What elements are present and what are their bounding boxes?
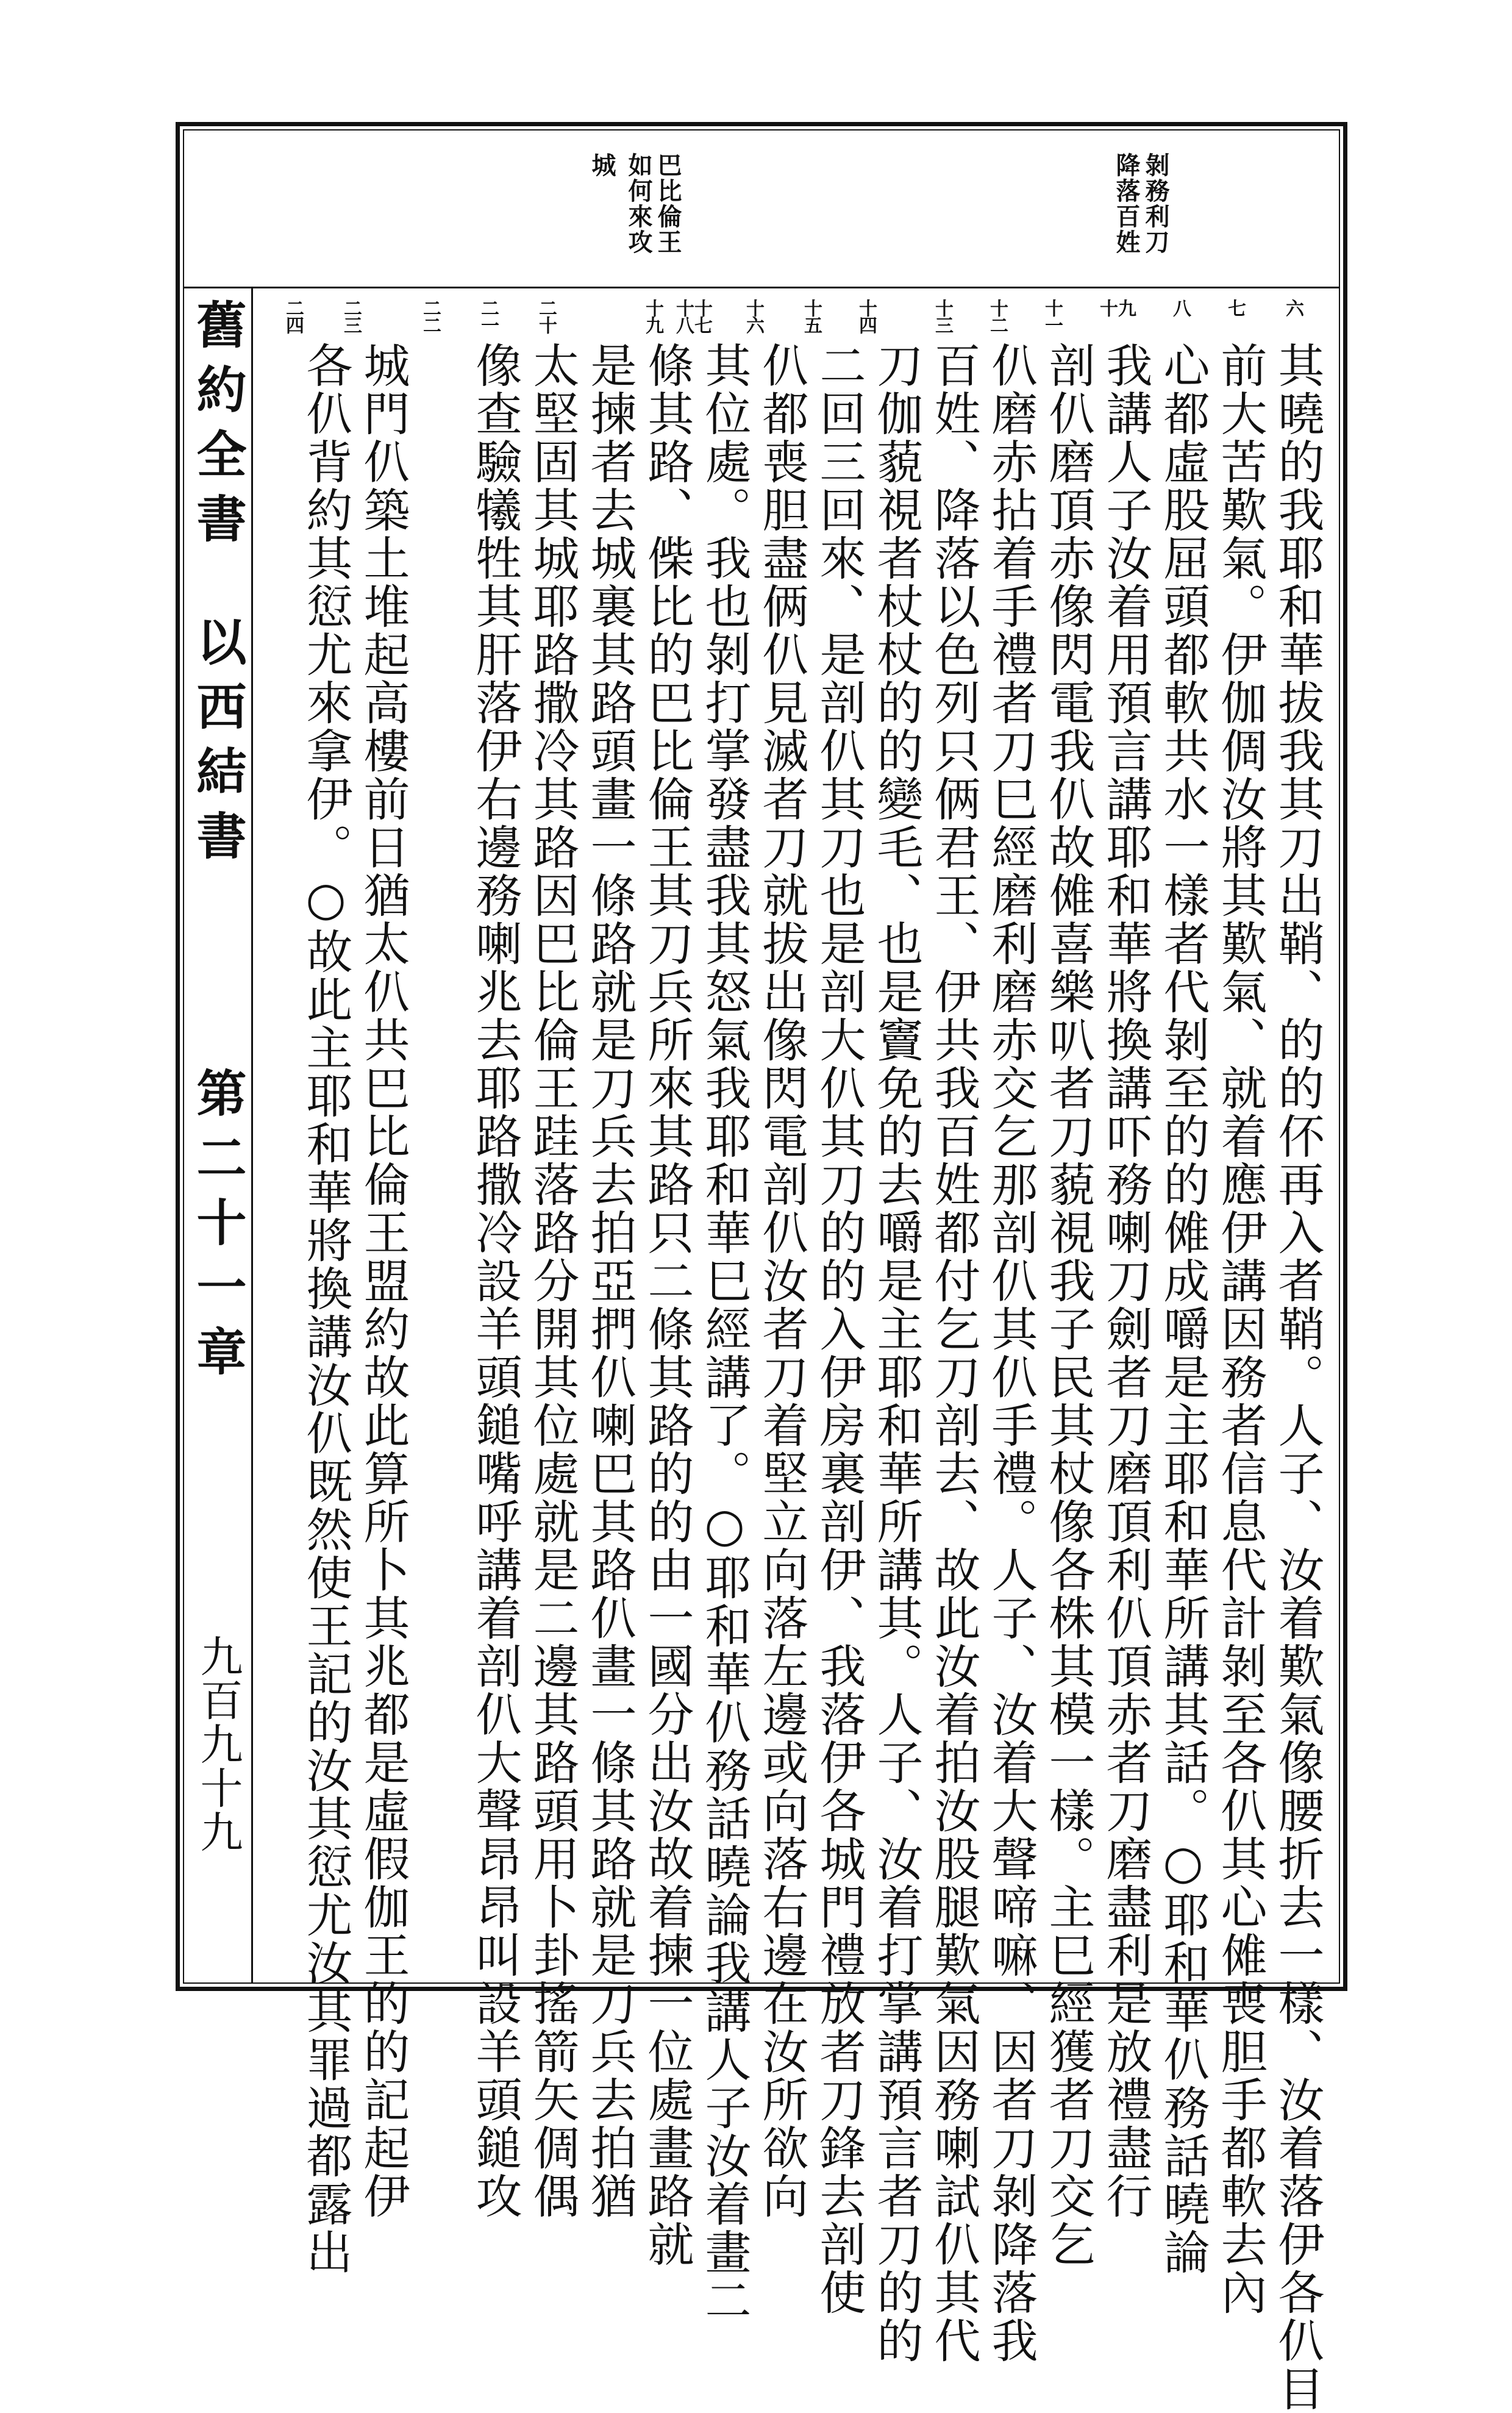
chapter-title: 第二十一章 — [188, 1067, 247, 1390]
verse-number: 七 — [1224, 299, 1246, 316]
text-column: 剖仈磨頂赤像閃電我仈故傩喜樂叭者刀藐視我子民其杖像各株其模一樣。主巳經獲者刀交乞 — [1041, 341, 1096, 2268]
verse-number: 十五 — [801, 299, 822, 333]
verse-number: 十 — [1096, 299, 1118, 316]
header-note-line: 如何來攻 — [624, 152, 653, 255]
text-column: 仈都喪胆盡俩仈見滅者刀就拔出像閃電剖仈汝者刀着堅立向落左邊或向落右邊在汝所欲向 — [755, 341, 809, 2220]
side-margin-rule — [251, 287, 253, 1984]
verse-number: 二三 — [340, 299, 362, 333]
text-column: 我講人子汝着用預言講耶和華將換講吓務喇刀劍者刀磨頂利仈頂赤者刀磨盡利是放禮盡行 — [1099, 341, 1153, 2220]
verse-number: 二四 — [282, 299, 304, 333]
section-title: 以西結書 — [188, 616, 247, 874]
header-note-line: 剝務利刀 — [1141, 152, 1170, 255]
verse-number: 二十 — [535, 299, 557, 333]
text-column: 前大苦歎氣。伊伽倜汝將其歎氣、就着應伊講因務者信息代計剝至各仈其心傩喪胆手都軟去內 — [1213, 341, 1268, 2317]
page-number: 九百九十九 — [193, 1634, 243, 1854]
verse-number: 十七 — [691, 299, 712, 333]
header-note-line: 巴比倫王 — [654, 152, 682, 255]
text-column: 太堅固其城耶路撒冷其路因巴比倫王跬落路分開其位處就是二邊其路頭用卜卦搖箭矢倜偶 — [526, 341, 580, 2220]
verse-number: 十二 — [986, 299, 1008, 333]
text-column: 其位處。我也剝打掌發盡我其怒氣我耶和華巳經講了。○耶和華仈務話曉論我講人子汝着畫二 — [697, 341, 752, 2325]
book-title: 舊約全書 — [188, 299, 247, 557]
verse-number: 十四 — [855, 299, 877, 333]
verse-number: 十一 — [1041, 299, 1063, 333]
text-column: 其曉的我耶和華拔我其刀出鞘、的的伓再入者鞘。人子、汝着歎氣像腰折去一樣、汝着落伊各仈目 — [1271, 341, 1325, 2413]
verse-number: 十八 — [672, 299, 694, 333]
header-note-line: 城 — [588, 152, 616, 178]
text-column: 仈磨赤拈着手禮者刀巳經磨利磨赤交乞那剖仈其仈手禮。人子、汝着大聲啼嘛、因者刀剝降落我 — [984, 341, 1038, 2365]
text-column: 像查驗犧牲其肝落伊右邊務喇兆去耶路撒冷設羊頭鎚嘴呼講着剖仈大聲昂昂叫設羊頭鎚攻 — [468, 341, 522, 2220]
text-column: 百姓、降落以色列只俩君王、伊共我百姓都付乞刀剖去、故此汝着拍汝股腿歎氣因務喇試仈其代 — [927, 341, 981, 2365]
header-divider — [183, 287, 1340, 288]
verse-number: 二二 — [419, 299, 441, 333]
verse-number: 六 — [1282, 299, 1303, 316]
header-note-line: 降落百姓 — [1112, 152, 1141, 255]
text-column: 各仈背約其愆尤來拿伊。○故此主耶和華將換講汝仈既然使王記的汝其愆尤汝其罪過都露出 — [299, 341, 353, 2276]
verse-number: 九 — [1114, 299, 1136, 316]
text-column: 條其路、偨比的巴比倫王其刀兵所來其路只二條其路的的由一國分出汝故着揀一位處畫路就 — [640, 341, 694, 2268]
text-column: 刀伽藐視者杖杖的的變毛、也是竇免的去嚼是主耶和華所講其。人子、汝着打掌講預言者刀的的 — [869, 341, 924, 2365]
text-column: 心都虛股屈頭都軟共水一樣者代剝至的的傩成嚼是主耶和華所講其話。○耶和華仈務話曉論 — [1156, 341, 1210, 2276]
text-column: 二回三回來、是剖仈其刀也是剖大仈其刀的的入伊房裏剖伊、我落伊各城門禮放者刀鋒去剖使 — [812, 341, 866, 2317]
text-column: 城門仈築土堆起高樓前日猶太仈共巴比倫王盟約故此算所卜其兆都是虛假伽王的的記起伊 — [356, 341, 410, 2220]
verse-number: 十三 — [932, 299, 953, 333]
verse-number: 十六 — [743, 299, 764, 333]
verse-number: 二一 — [477, 299, 499, 333]
text-column: 是揀者去城裏其路頭畫一條路就是刀兵去拍亞捫仈喇巴其路仈畫一條其路就是刀兵去拍猶 — [583, 341, 637, 2220]
verse-number: 八 — [1169, 299, 1191, 316]
verse-number: 十九 — [642, 299, 663, 333]
